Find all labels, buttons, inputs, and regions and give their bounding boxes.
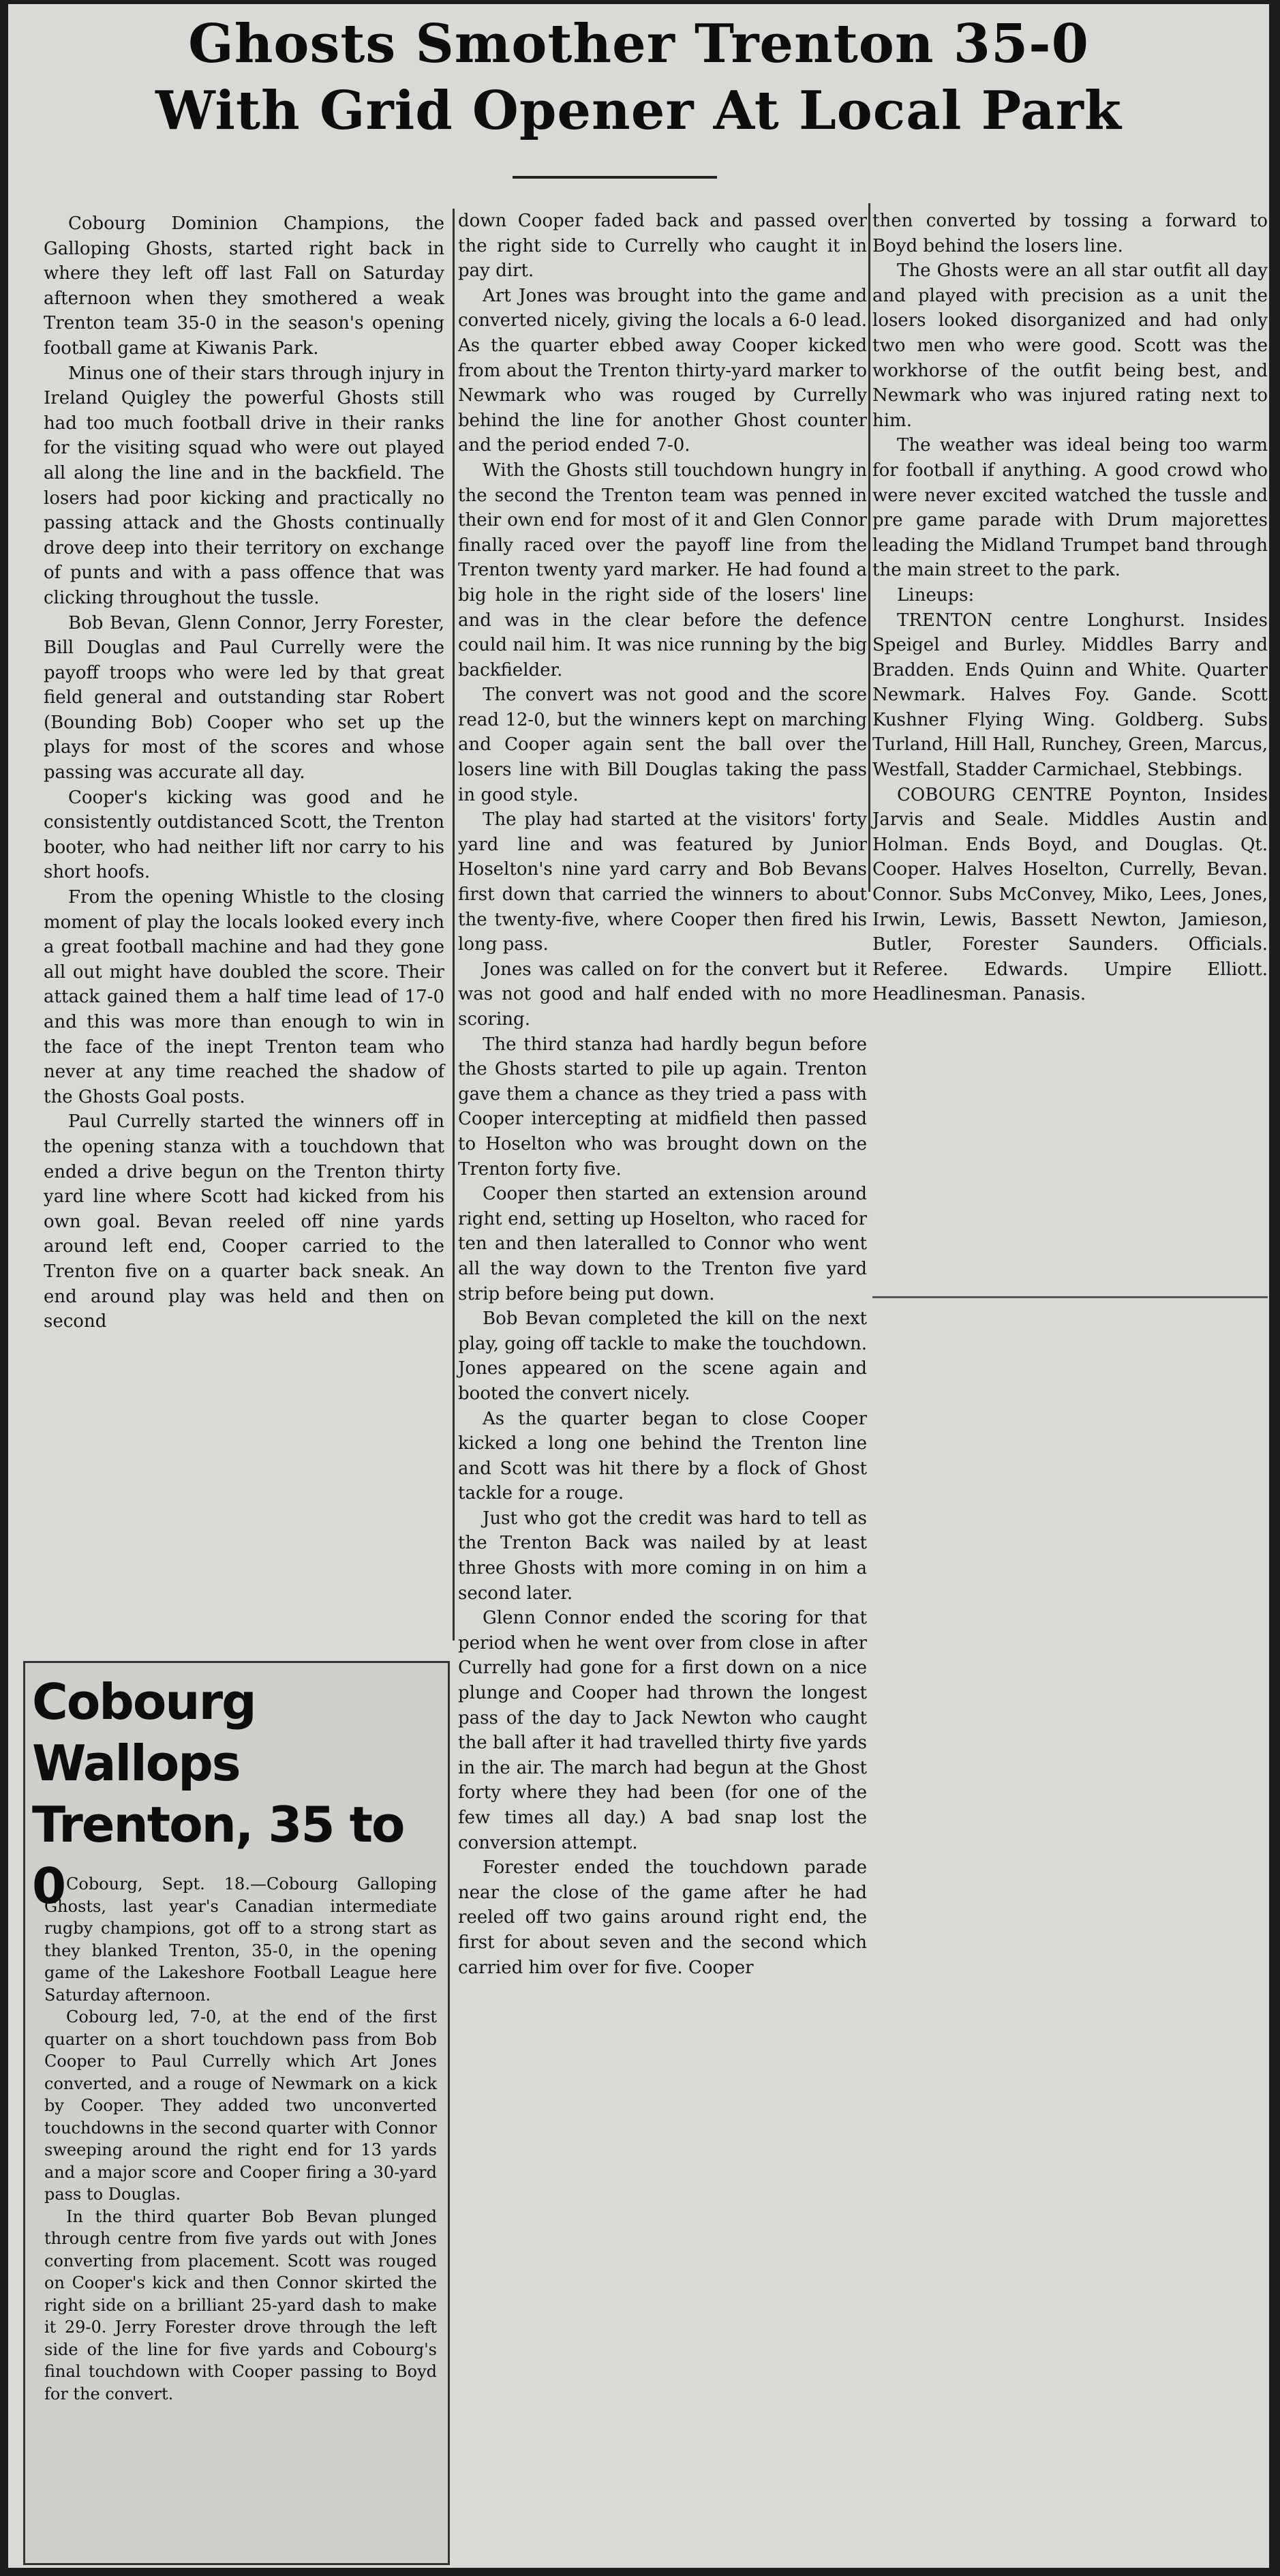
- paragraph: Cooper then started an extension around right end, setting up Hoselton, who raced for ten and then lateralled to Connor who went all the way down to the Trenton five yard strip before being put down.: [458, 1184, 867, 1304]
- headline-line-2: With Grid Opener At Local Park: [155, 80, 1122, 142]
- headline-line-1: Ghosts Smother Trenton 35-0: [188, 13, 1089, 75]
- paragraph: Art Jones was brought into the game and converted nicely, giving the locals a 6-0 lead. As the quarter ebbed away Cooper kicked from about the Trenton thirty-yard marker to Newmark who was rouged by Currelly behind the line for another Ghost counter and the period ended 7-0.: [458, 285, 867, 456]
- headline-rule: [513, 176, 717, 179]
- paragraph: From the opening Whistle to the closing moment of play the locals looked every inch a great football machine and had they gone all out might have doubled the score. Their attack gained them a half time lead of 17-0 and this was more than enough to win in the face of the inept Trenton team who never at any time reached the shadow of the Ghosts Goal posts.: [44, 887, 444, 1107]
- paragraph: then converted by tossing a forward to Boyd behind the losers line.: [872, 211, 1268, 256]
- trenton-lineup: TRENTON centre Longhurst. Insides Speigel and Burley. Middles Barry and Bradden. Ends Quinn and White. Quarter Newmark. Halves Foy. Gande. Scott Kushner Flying Wing. Goldberg. Subs Turland, Hill Hall, Runchey, Green, Marcus, Westfall, Stadder Carmichael, Stebbings.: [872, 610, 1268, 781]
- paragraph: The play had started at the visitors' forty yard line and was featured by Junior Hoselton's nine yard carry and Bob Bevans first down that carried the winners to about the twenty-five, where Cooper then fired his long pass.: [458, 809, 867, 955]
- paragraph: The weather was ideal being too warm for football if anything. A good crowd who were never excited watched the tussle and pre game parade with Drum majorettes leading the Midland Trumpet band through the main street to the park.: [872, 435, 1268, 581]
- paragraph: Cooper's kicking was good and he consistently outdistanced Scott, the Trenton booter, who had neither lift nor carry to his short hoofs.: [44, 787, 444, 883]
- column-3-end-rule: [872, 1296, 1268, 1298]
- paragraph: The Ghosts were an all star outfit all day and played with precision as a unit the losers looked disorganized and had only two men who were good. Scott was the workhorse of the outfit being best, and Newmark who was injured rating next to him.: [872, 260, 1268, 431]
- paragraph: Cobourg, Sept. 18.—Cobourg Galloping Ghosts, last year's Canadian intermediate rugby champions, got off to a strong start as they blanked Trenton, 35-0, in the opening game of the Lakeshore Football League here Saturday afternoon.: [44, 1874, 437, 2005]
- lineups-label: Lineups:: [897, 584, 975, 605]
- paragraph: Jones was called on for the convert but it was not good and half ended with no more scoring.: [458, 959, 867, 1030]
- headline: [22, 11, 1255, 145]
- inset-headline-line-2: Trenton, 35 to 0: [32, 1796, 404, 1915]
- newspaper-clipping: [8, 4, 1269, 2568]
- inset-headline-line-1: Cobourg Wallops: [32, 1673, 256, 1792]
- article-column-1: [44, 211, 444, 1334]
- paragraph: Bob Bevan, Glenn Connor, Jerry Forester, Bill Douglas and Paul Currelly were the payoff troops who were led by that great field general and outstanding star Robert (Bounding Bob) Cooper who set up the plays for most of the scores and whose passing was accurate all day.: [44, 612, 444, 783]
- wire-story-inset: [23, 1661, 450, 2565]
- paragraph: Glenn Connor ended the scoring for that period when he went over from close in after Currelly had gone for a first down on a nice plunge and Cooper had thrown the longest pass of the day to Jack Newton who caught the ball after it had travelled thirty five yards in the air. The march had begun at the Ghost forty where they had been (for one of the few times all day.) A bad snap lost the conversion attempt.: [458, 1608, 867, 1853]
- paragraph: The convert was not good and the score read 12-0, but the winners kept on marching and Cooper again sent the ball over the losers line with Bill Douglas taking the pass in good style.: [458, 685, 867, 805]
- paragraph: Cobourg led, 7-0, at the end of the first quarter on a short touchdown pass from Bob Cooper to Paul Currelly which Art Jones converted, and a rouge of Newmark on a kick by Cooper. They added two unconverted touchdowns in the second quarter with Connor sweeping around the right end for 13 yards and a major score and Cooper firing a 30-yard pass to Douglas.: [44, 2007, 437, 2204]
- paragraph: The third stanza had hardly begun before the Ghosts started to pile up again. Trenton gave them a chance as they tried a pass with Cooper intercepting at midfield then passed to Hoselton who was brought down on the Trenton forty five.: [458, 1034, 867, 1180]
- paragraph: With the Ghosts still touchdown hungry in the second the Trenton team was penned in their own end for most of it and Glen Connor finally raced over the payoff line from the Trenton twenty yard marker. He had found a big hole in the right side of the losers' line and was in the clear before the defence could nail him. It was nice running by the big backfielder.: [458, 460, 867, 680]
- paragraph: Just who got the credit was hard to tell as the Trenton Back was nailed by at least three Ghosts with more coming in on him a second later.: [458, 1508, 867, 1604]
- paragraph: Bob Bevan completed the kill on the next play, going off tackle to make the touchdown. Jones appeared on the scene again and booted the convert nicely.: [458, 1308, 867, 1404]
- paragraph: As the quarter began to close Cooper kicked a long one behind the Trenton line and Scott was hit there by a flock of Ghost tackle for a rouge.: [458, 1408, 867, 1504]
- article-column-3: [872, 209, 1268, 1007]
- paragraph: Paul Currelly started the winners off in the opening stanza with a touchdown that ended a drive begun on the Trenton thirty yard line where Scott had kicked from his own goal. Bevan reeled off nine yards around left end, Cooper carried to the Trenton five on a quarter back sneak. An end around play was held and then on second: [44, 1111, 444, 1332]
- paragraph: Cobourg Dominion Champions, the Galloping Ghosts, started right back in where they left off last Fall on Saturday afternoon when they smothered a weak Trenton team 35-0 in the season's opening football game at Kiwanis Park.: [44, 213, 444, 359]
- article-column-2: [458, 209, 867, 1980]
- column-divider-1: [453, 209, 455, 1641]
- paragraph: In the third quarter Bob Bevan plunged through centre from five yards out with Jones converting from placement. Scott was rouged on Cooper's kick and then Connor skirted the right side on a brilliant 25-yard dash to make it 29-0. Jerry Forester drove through the left side of the line for five yards and Cobourg's final touchdown with Cooper passing to Boyd for the convert.: [44, 2206, 437, 2403]
- paragraph: Forester ended the touchdown parade near the close of the game after he had reeled off two gains around right end, the first for about seven and the second which carried him over for five. Cooper: [458, 1857, 867, 1978]
- inset-body: [44, 1873, 437, 2405]
- cobourg-lineup: COBOURG CENTRE Poynton, Insides Jarvis and Seale. Middles Austin and Holman. Ends Boyd, and Douglas. Qt. Cooper. Halves Hoselton, Currelly, Bevan. Connor. Subs McConvey, Miko, Lees, Jones, Irwin, Lewis, Bassett Newton, Jamieson, Butler, Forester Saunders. Officials. Referee. Edwards. Umpire Elliott. Headlinesman. Panasis.: [872, 784, 1268, 1005]
- paragraph: down Cooper faded back and passed over the right side to Currelly who caught it in pay dirt.: [458, 211, 867, 282]
- paragraph: Minus one of their stars through injury in Ireland Quigley the powerful Ghosts still had too much football drive in their ranks for the visiting squad who were out played all along the line and in the backfield. The losers had poor kicking and practically no passing attack and the Ghosts continually drove deep into their territory on exchange of punts and with a pass offence that was clicking throughout the tussle.: [44, 363, 444, 608]
- column-divider-2: [868, 203, 870, 892]
